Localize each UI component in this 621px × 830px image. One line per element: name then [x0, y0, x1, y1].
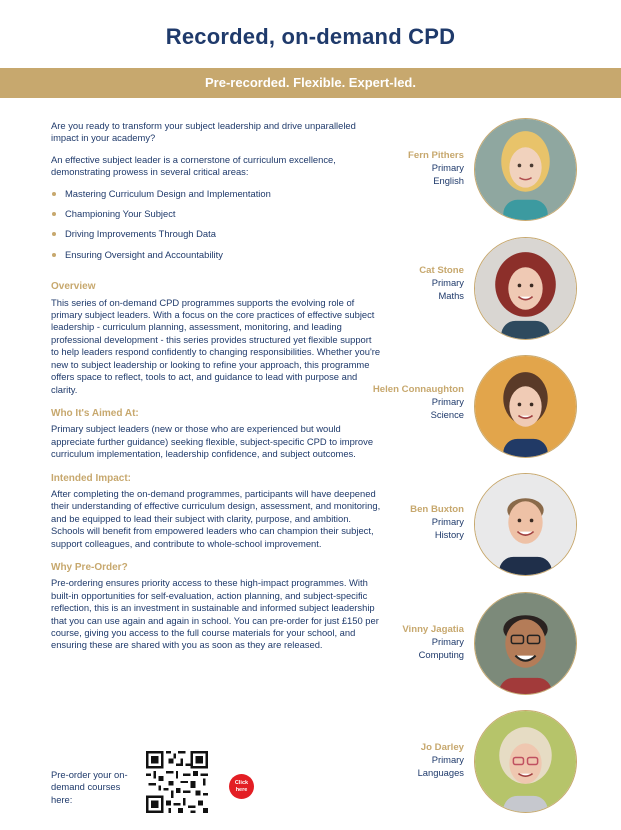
- speaker-phase: Primary: [431, 277, 464, 289]
- skills-list: [51, 188, 381, 262]
- speaker-subject: Computing: [418, 648, 464, 660]
- intro-question: Are you ready to transform your subject leadership and drive unparalleled impact in your academy?: [51, 120, 356, 144]
- speaker-ben-buxton: [344, 504, 464, 541]
- avatar: [474, 355, 577, 458]
- speaker-phase: Primary: [431, 636, 464, 648]
- bullet-icon: [52, 253, 56, 257]
- overview-body: This series of on-demand CPD programmes supports the evolving role of primary subject leaders. With a focus on the core practices of effective subject leadership - curriculum planning, assessment, monitoring, and leading professional development - this series provides structured yet flexible support to help leaders respond confidently to changing responsibilities. Whether you're new to subject leadership or looking to refine your approach, this programme offers space to reflect, tools to act, and guidance to lead with purpose and clarity.: [51, 296, 381, 395]
- click-here-button[interactable]: Click here: [229, 774, 254, 799]
- speaker-subject: Maths: [438, 289, 464, 301]
- list-item: Mastering Curriculum Design and Implementation: [51, 188, 381, 200]
- speaker-name: Vinny Jagatia: [402, 624, 464, 635]
- speaker-vinny-jagatia: [344, 624, 464, 661]
- list-item: Driving Improvements Through Data: [51, 228, 381, 240]
- impact-body: After completing the on-demand programmes, participants will have deepened their understanding of effective curriculum design, assessment, and monitoring, and be equipped to lead their subject with clarity, purpose, and ambition. Schools will benefit from empowered leaders who can champion their subject, support colleagues, and contribute to whole-school improvement.: [51, 487, 381, 549]
- impact-heading: Intended Impact:: [51, 472, 132, 484]
- avatar: [474, 592, 577, 695]
- bullet-icon: [52, 192, 56, 196]
- preorder-heading: Why Pre-Order?: [51, 561, 128, 573]
- speaker-phase: Primary: [431, 162, 464, 174]
- bullet-icon: [52, 212, 56, 216]
- avatar: [474, 710, 577, 813]
- speaker-cat-stone: [344, 265, 464, 302]
- speaker-jo-darley: [344, 742, 464, 779]
- speaker-helen-connaughton: [344, 384, 464, 421]
- speaker-name: Ben Buxton: [410, 504, 464, 515]
- speaker-name: Jo Darley: [420, 742, 464, 753]
- speaker-name: Cat Stone: [419, 265, 464, 276]
- list-item: Ensuring Oversight and Accountability: [51, 249, 381, 261]
- speaker-name: Fern Pithers: [408, 150, 464, 161]
- tagline-banner: Pre-recorded. Flexible. Expert-led.: [0, 68, 621, 98]
- audience-heading: Who It's Aimed At:: [51, 407, 139, 419]
- speaker-name: Helen Connaughton: [372, 384, 464, 395]
- speaker-phase: Primary: [431, 516, 464, 528]
- overview-heading: Overview: [51, 281, 96, 293]
- avatar: [474, 473, 577, 576]
- page-title: Recorded, on-demand CPD: [165, 24, 456, 49]
- qr-code-icon[interactable]: [146, 751, 208, 813]
- preorder-body: Pre-ordering ensures priority access to these high-impact programmes. With built-in opportunities for self-evaluation, action planning, and subject-specific reflection, this is an investment in sustainable and informed subject leadership that you can use again and again in school. You can pre-order for just £150 per course, giving you access to the full course materials for your school, and ensuring these are shared with you as soon as they are released.: [51, 577, 379, 651]
- speaker-subject: English: [433, 174, 464, 186]
- avatar: [474, 118, 577, 221]
- avatar: [474, 237, 577, 340]
- speaker-phase: Primary: [431, 396, 464, 408]
- audience-body: Primary subject leaders (new or those who are experienced but would appreciate further guidance) seeking flexible, subject-specific CPD to improve curriculum implementation, leadership confidence, and subject outcomes.: [51, 423, 374, 460]
- speaker-phase: Primary: [431, 754, 464, 766]
- main-content: [51, 120, 381, 664]
- speaker-subject: Languages: [417, 766, 464, 778]
- speaker-subject: Science: [430, 408, 464, 420]
- intro-statement: An effective subject leader is a cornerstone of curriculum excellence, demonstrating prowess in several critical areas:: [51, 153, 336, 178]
- preorder-prompt: Pre-order your on-demand courses here:: [51, 769, 128, 805]
- bullet-icon: [52, 232, 56, 236]
- speaker-subject: History: [434, 528, 464, 540]
- list-item: Championing Your Subject: [51, 208, 381, 220]
- speaker-fern-pithers: [344, 150, 464, 187]
